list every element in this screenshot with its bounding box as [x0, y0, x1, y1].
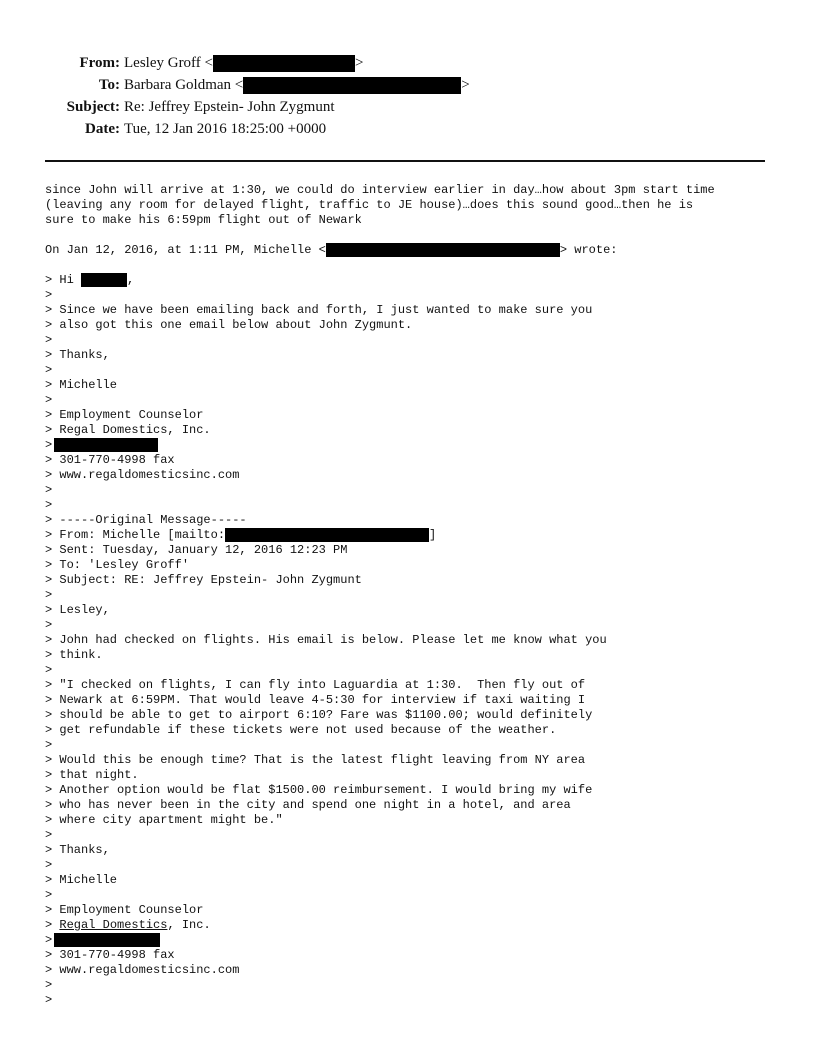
quote-line: > Subject: RE: Jeffrey Epstein- John Zygmunt [45, 573, 362, 587]
redacted-block [213, 55, 355, 72]
email-body [45, 183, 805, 1008]
quote-line: > [45, 858, 53, 872]
quote-line: > that night. [45, 768, 139, 782]
quote-text: > From: Michelle [mailto: [45, 528, 226, 543]
quote-line: > Regal Domestics, Inc. [45, 423, 211, 437]
quote-line: > [45, 363, 53, 377]
quote-text: > [45, 933, 53, 948]
quote-line: > 301-770-4998 fax [45, 453, 175, 467]
subject-value: Re: Jeffrey Epstein- John Zygmunt [124, 99, 335, 115]
quote-line: > [45, 498, 53, 512]
quote-line: > John had checked on flights. His email is below. Please let me know what you [45, 633, 607, 647]
quote-line: > [45, 618, 53, 632]
body-line: (leaving any room for delayed flight, traffic to JE house)…does this sound good…then he is [45, 198, 694, 212]
quote-line: > should be able to get to airport 6:10? Fare was $1100.00; would definitely [45, 708, 593, 722]
from-close: > [355, 55, 364, 71]
quote-text: , Inc. [167, 918, 211, 932]
quote-line: > Thanks, [45, 843, 110, 857]
blank-line [45, 258, 805, 273]
quote-line [45, 273, 805, 288]
quote-line: > [45, 978, 53, 992]
blank-line [45, 228, 805, 243]
redacted-block [54, 438, 158, 452]
quote-text: ] [429, 528, 437, 543]
to-name: Barbara Goldman < [124, 77, 244, 93]
quote-text: > [45, 438, 53, 453]
quote-line: > Another option would be flat $1500.00 reimbursement. I would bring my wife [45, 783, 593, 797]
quote-line: > Michelle [45, 873, 118, 887]
attribution-line [45, 243, 805, 258]
quote-line: > Employment Counselor [45, 903, 204, 917]
quote-line: > Since we have been emailing back and forth, I just wanted to make sure you [45, 303, 593, 317]
quote-line: > [45, 738, 53, 752]
quote-line [45, 933, 805, 948]
quote-line: > [45, 333, 53, 347]
quote-line: > get refundable if these tickets were not used because of the weather. [45, 723, 557, 737]
quote-line: > [45, 393, 53, 407]
quote-line: > Sent: Tuesday, January 12, 2016 12:23 PM [45, 543, 348, 557]
quote-line: > "I checked on flights, I can fly into Laguardia at 1:30. Then fly out of [45, 678, 586, 692]
from-value [124, 52, 363, 74]
quote-line [45, 528, 805, 543]
from-label: From: [79, 55, 120, 71]
quote-text: > [45, 918, 60, 932]
quote-line: > -----Original Message----- [45, 513, 247, 527]
date-value: Tue, 12 Jan 2016 18:25:00 +0000 [124, 121, 327, 137]
attribution-text: > wrote: [559, 243, 618, 258]
date-label: Date: [85, 121, 120, 137]
quote-line: > www.regaldomesticsinc.com [45, 468, 240, 482]
redacted-block [225, 528, 429, 542]
quote-line: > Michelle [45, 378, 118, 392]
quote-line: > [45, 588, 53, 602]
quote-text: > Hi [45, 273, 82, 288]
quote-line: > also got this one email below about John Zygmunt. [45, 318, 413, 332]
quote-line: > www.regaldomesticsinc.com [45, 963, 240, 977]
body-line: sure to make his 6:59pm flight out of Newark [45, 213, 362, 227]
quote-line: > 301-770-4998 fax [45, 948, 175, 962]
quote-line: > who has never been in the city and spend one night in a hotel, and area [45, 798, 571, 812]
quote-text: , [127, 273, 135, 288]
redacted-block [243, 77, 461, 94]
underlined-company: Regal Domestics [59, 918, 168, 932]
to-label: To: [98, 77, 120, 93]
quote-line: > [45, 483, 53, 497]
attribution-text: On Jan 12, 2016, at 1:11 PM, Michelle < [45, 243, 326, 258]
quote-line: > Employment Counselor [45, 408, 204, 422]
redacted-block [81, 273, 127, 287]
quote-line: > think. [45, 648, 103, 662]
quote-line: > Would this be enough time? That is the latest flight leaving from NY area [45, 753, 586, 767]
to-close: > [461, 77, 470, 93]
redacted-block [54, 933, 160, 947]
redacted-block [326, 243, 560, 257]
quote-line: > To: 'Lesley Groff' [45, 558, 190, 572]
quote-line: > [45, 993, 53, 1007]
quote-line: > [45, 888, 53, 902]
quote-line: > [45, 828, 53, 842]
quote-line: > Newark at 6:59PM. That would leave 4-5:30 for interview if taxi waiting I [45, 693, 586, 707]
subject-label: Subject: [66, 99, 120, 115]
header-divider [45, 160, 765, 162]
quote-line: > Lesley, [45, 603, 110, 617]
quote-line: > [45, 288, 53, 302]
quote-line [45, 438, 805, 453]
from-name: Lesley Groff < [124, 55, 213, 71]
quote-line: > where city apartment might be." [45, 813, 283, 827]
quote-line [45, 918, 805, 933]
to-value [124, 74, 470, 96]
quote-line: > [45, 663, 53, 677]
body-line: since John will arrive at 1:30, we could do interview earlier in day…how about 3pm start time [45, 183, 715, 197]
quote-line: > Thanks, [45, 348, 110, 362]
